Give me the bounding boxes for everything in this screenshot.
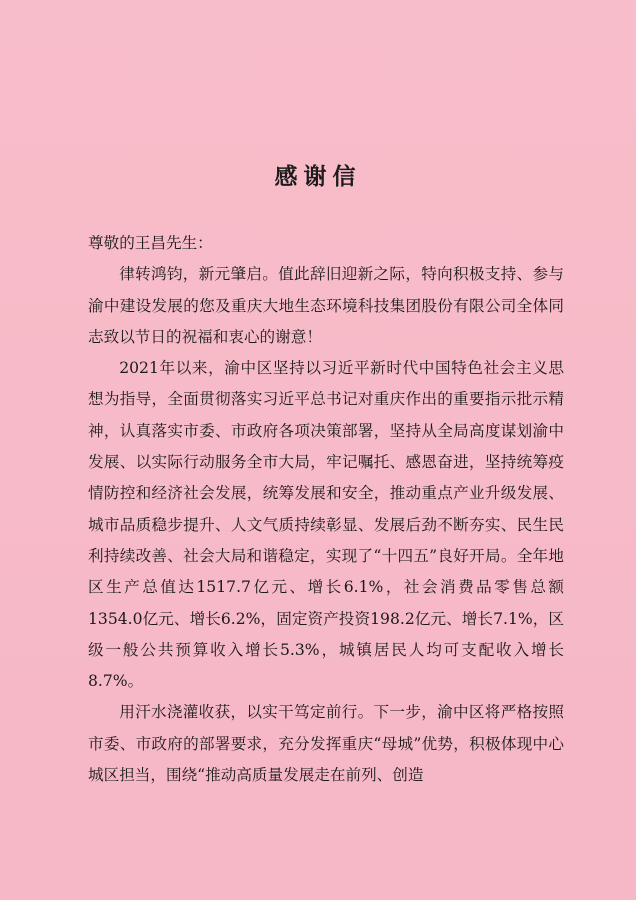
paragraph-greeting: 律转鸿钧，新元肇启。值此辞旧迎新之际，特向积极支持、参与渝中建设发展的您及重庆大地生态环境科技集团股份有限公司全体同志致以节日的祝福和衷心的谢意！ — [88, 265, 564, 346]
salutation: 尊敬的王昌先生： — [88, 234, 213, 252]
letter-title: 感谢信 — [274, 163, 362, 190]
paragraph-next-steps: 用汗水浇灌收获，以实干笃定前行。下一步，渝中区将严格按照市委、市政府的部署要求，充分发挥重庆“母城”优势，积极体现中心城区担当，围绕“推动高质量发展走在前列、创造 — [88, 703, 564, 785]
letter-body — [88, 228, 564, 791]
paragraph-achievements: 2021年以来，渝中区坚持以习近平新时代中国特色社会主义思想为指导，全面贯彻落实习近平总书记对重庆作出的重要指示批示精神，认真落实市委、市政府各项决策部署，坚持从全局高度谋划渝中发展、以实际行动服务全市大局，牢记嘱托、感恩奋进，坚持统筹疫情防控和经济社会发展，统筹发展和安全，推动重点产业升级发展、城市品质稳步提升、人文气质持续彰显、发展后劲不断夯实、民生民利持续改善、社会大局和谐稳定，实现了“十四五”良好开局。全年地区生产总值达1517.7亿元、增长6.1%，社会消费品零售总额1354.0亿元、增长6.2%，固定资产投资198.2亿元、增长7.1%，区级一般公共预算收入增长5.3%，城镇居民人均可支配收入增长8.7%。 — [88, 359, 564, 691]
